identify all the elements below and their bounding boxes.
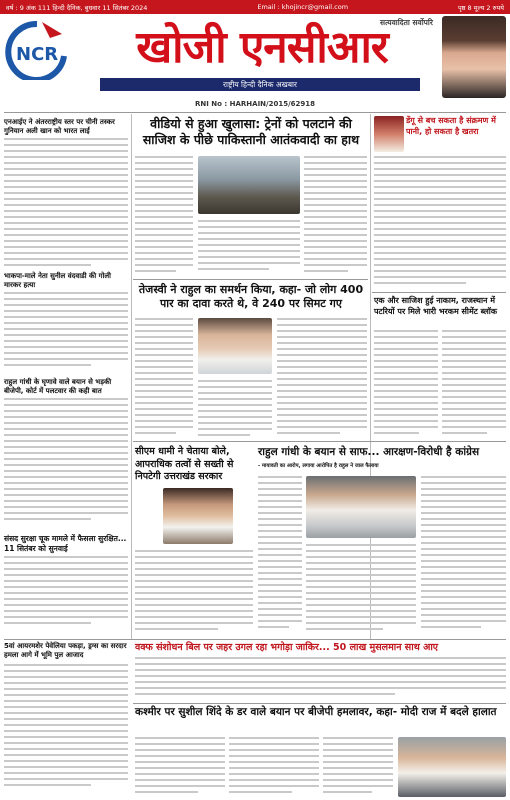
- divider: [133, 441, 506, 442]
- right-top-headline: डेंगू से बच सकता है संक्रमण में पानी, हो सकता है खतरा: [406, 116, 496, 136]
- rajasthan-headline: एक और साजिश हुई नाकाम, राजस्थान में पटरियों पर मिले भारी भरकम सीमेंट ब्लॉक: [374, 296, 498, 316]
- column-divider: [131, 114, 132, 639]
- kashmir-body-col3: [323, 737, 393, 797]
- divider: [4, 112, 506, 113]
- cm-body: [135, 550, 253, 636]
- kashmir-headline: कश्मीर पर सुशील शिंदे के डर वाले बयान पर बीजेपी हमलावर, कहा- मोदी राज में बदले हालात: [135, 706, 497, 718]
- newspaper-title: खोजी एनसीआर: [136, 22, 388, 73]
- cm-photo: [163, 488, 233, 544]
- cm-headline: सीएम धामी ने चेताया बोले, आपराधिक तत्वों से सख्ती से निपटेगी उत्तराखंड सरकार: [135, 446, 234, 482]
- rahul-reservation-body-col1: [258, 476, 302, 636]
- email-info: Email : khojincr@gmail.com: [257, 3, 349, 11]
- left-mid-body: [4, 292, 128, 374]
- lead-headline: वीडियो से हुआ खुलासा: ट्रेनों को पलटाने की साजिश के पीछे पाकिस्तानी आतंकवादी का हाथ: [142, 116, 360, 147]
- left-top-headline: एनआईए ने अंतरराष्ट्रीय स्तर पर चीनी तस्कर गुनियान अली खान को भारत लाई: [4, 118, 115, 135]
- masthead: [0, 14, 510, 100]
- rahul-reservation-subhead: - मायावती का आरोप, लगाया आरोपित है राहुल ने जाल फैलाया: [258, 463, 379, 469]
- mayawati-photo: [306, 476, 416, 538]
- top-info-bar: [0, 0, 510, 14]
- kashmir-body-col2: [229, 737, 319, 797]
- lead-body-col3: [304, 156, 367, 276]
- dengue-photo: [374, 116, 404, 152]
- divider: [133, 279, 368, 280]
- shinde-photo: [398, 737, 506, 797]
- sc-headline: संसद सुरक्षा चूक मामले में फैसला सुरक्षित... 11 सितंबर को सुनवाई: [4, 534, 127, 553]
- rahul-stoke-body: [4, 398, 128, 530]
- aap-body: [4, 664, 128, 796]
- tejashwi-body-col2: [198, 380, 272, 438]
- rni-number: RNI No : HARHAIN/2015/62918: [195, 100, 315, 108]
- lead-body-col2: [198, 220, 300, 276]
- divider: [133, 703, 506, 704]
- rahul-reservation-body-col2: [306, 544, 416, 636]
- lead-body-col1: [135, 156, 193, 276]
- rajasthan-body-col2: [442, 330, 506, 438]
- slogan: सत्यवादिता सर्वोपरि: [380, 18, 433, 27]
- waqf-body: [135, 657, 506, 701]
- logo-text: NCR: [16, 44, 59, 65]
- rahul-reservation-headline: राहुल गांधी के बयान से साफ... आरक्षण-विरोधी है कांग्रेस: [258, 446, 480, 458]
- tejashwi-headline: तेजस्वी ने राहुल का समर्थन किया, कहा- जो लोग 400 पार का दावा करते थे, वे 240 पर सिमट गए: [138, 283, 364, 310]
- aap-headline: 5वां आयरमशेर पेवेलिया पकड़ा, ड्रग्स का सरदार हमला आगे में भूमि पुल आजाद: [4, 642, 127, 659]
- left-mid-headline: भाकपा-माले नेता सुनील वंदवाडी की गोली मारकर हत्या: [4, 272, 111, 289]
- rahul-reservation-body-col3: [421, 476, 506, 636]
- ncr-logo-icon: [4, 20, 70, 80]
- waqf-headline: वक्फ संशोधन बिल पर जहर उगल रहा भगोड़ा जाकिर... 50 लाख मुसलमान साथ आए: [135, 642, 439, 653]
- kashmir-body-col1: [135, 737, 225, 797]
- tejashwi-photo: [198, 318, 272, 374]
- issue-info: वर्ष : 9 अंक 111 हिन्दी दैनिक, बुधवार 11 सितंबर 2024: [6, 3, 148, 12]
- right-top-body: [374, 156, 506, 290]
- divider: [372, 292, 506, 293]
- page-price-info: पृष्ठ 8 मूल्य 2 रुपये: [457, 3, 504, 12]
- tagline: राष्ट्रीय हिन्दी दैनिक अखबार: [100, 78, 420, 91]
- tejashwi-body-col1: [135, 318, 193, 438]
- divider: [4, 639, 506, 640]
- masthead-photo: [442, 16, 506, 98]
- train-derail-photo: [198, 156, 300, 214]
- rajasthan-body-col1: [374, 330, 438, 438]
- sc-body: [4, 556, 128, 636]
- left-top-body: [4, 138, 128, 268]
- tejashwi-body-col3: [277, 318, 367, 438]
- rahul-stoke-headline: राहुल गांधी के घृणावे वाले बयान से भड़की बीजेपी, कोर्ट में पलटवार की कही बात: [4, 378, 112, 395]
